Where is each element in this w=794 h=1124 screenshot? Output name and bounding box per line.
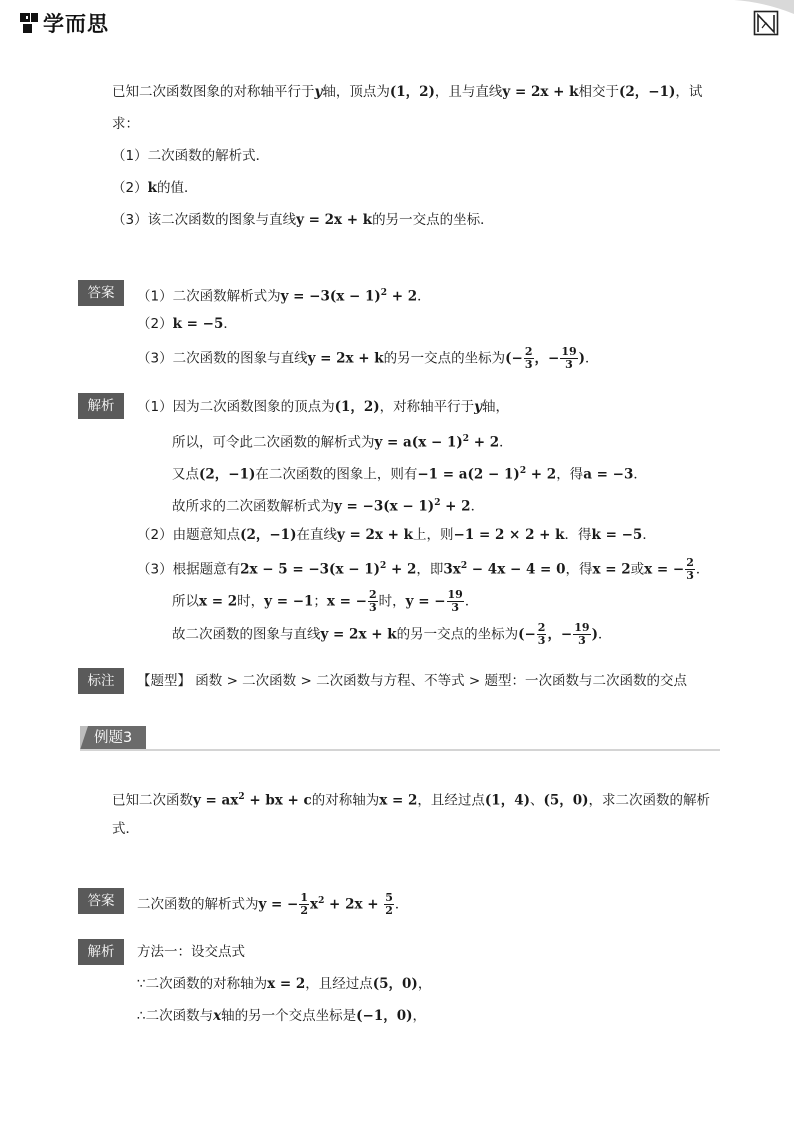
analysis-step-1: （1）因为二次函数图象的顶点为(1，2)，对称轴平行于y轴，	[137, 399, 510, 415]
answer-line-1: （1）二次函数解析式为$y = -3(x - 1)^2 + 2$．	[137, 288, 431, 305]
note-label: 标注	[78, 668, 124, 694]
example2-question-line1: 已知二次函数图象的对称轴平行于y轴，顶点为(1，2)，且与直线y = 2x + k相交于(2，−1)，试	[112, 84, 703, 100]
example3-title: 例题3	[80, 726, 146, 750]
note-text: 【题型】 函数 > 二次函数 > 二次函数与方程、不等式 > 题型：一次函数与二次函数的交点	[137, 673, 687, 689]
logo-icon	[18, 11, 40, 35]
example2-question-1: （1）二次函数的解析式．	[112, 148, 270, 164]
answer-label: 答案	[78, 888, 124, 914]
example2-question-2: （2）k的值．	[112, 180, 198, 196]
example3-title-rule	[80, 749, 720, 751]
example3-analysis-line-2: ∵二次函数的对称轴为x = 2，且经过点(5，0)，	[137, 976, 432, 992]
fraction: $\frac{19}{3}$	[561, 345, 577, 371]
example3-question-line2: 式．	[112, 821, 139, 837]
analysis-step-4: 故所求的二次函数解析式为$y = -3(x - 1)^2 + 2$．	[172, 498, 485, 515]
analysis-label: 解析	[78, 393, 124, 419]
answer-label: 答案	[78, 280, 124, 306]
example3-analysis-line-3: ∴二次函数与x轴的另一个交点坐标是(−1，0)，	[137, 1008, 427, 1024]
analysis-step-3: 又点(2，−1)在二次函数的图象上，则有$-1 = a(2 - 1)^2 + 2$，得a = −3．	[172, 466, 647, 483]
fraction: $\frac{19}{3}$	[574, 621, 590, 647]
analysis-step-6: （3）根据题意有$2x - 5 = -3(x - 1)^2 + 2$，即$3x^2 - 4x - 4 = 0$，得x = 2或x = − $\frac{2}{3}$ ．	[137, 556, 710, 582]
fraction: $\frac{19}{3}$	[447, 588, 463, 614]
fraction: $\frac{2}{3}$	[369, 588, 377, 614]
answer-line-2: （2）k = −5．	[137, 316, 237, 332]
brand-name: 学而思	[43, 12, 109, 36]
fraction: $\frac{5}{2}$	[385, 891, 393, 917]
analysis-label: 解析	[78, 939, 124, 965]
example3-answer-line-1: 二次函数的解析式为y = − $\frac{1}{2}$ $x^2 + 2x$ + $\frac{5}{2}$ ．	[137, 891, 409, 917]
example3-method: 方法一：设交点式	[137, 944, 245, 960]
fraction: $\frac{2}{3}$	[686, 556, 694, 582]
fraction: $\frac{1}{2}$	[300, 891, 309, 917]
emblem-icon	[753, 10, 779, 36]
fraction: $\frac{2}{3}$	[537, 621, 546, 647]
example3-question-line1: 已知二次函数$y = ax^2$ + bx + c的对称轴为x = 2，且经过点(1，4)、(5，0)，求二次函数的解析	[112, 792, 711, 809]
analysis-step-2: 所以，可令此二次函数的解析式为$y = a(x - 1)^2 + 2$．	[172, 434, 513, 451]
analysis-step-5: （2）由题意知点(2，−1)在直线y = 2x + k上，则−1 = 2 × 2 + k．得k = −5．	[137, 527, 656, 543]
example2-question-line2: 求：	[112, 116, 139, 132]
analysis-step-7: 所以x = 2时，y = −1；x = − $\frac{2}{3}$ 时，y = − $\frac{19}{3}$ ．	[172, 588, 479, 614]
example2-question-3: （3）该二次函数的图象与直线y = 2x + k的另一交点的坐标．	[112, 212, 494, 228]
analysis-step-8: 故二次函数的图象与直线y = 2x + k的另一交点的坐标为(− $\frac{2}{3}$ ，− $\frac{19}{3}$ )．	[172, 621, 612, 647]
brand-logo	[18, 8, 109, 38]
fraction: $\frac{2}{3}$	[524, 345, 533, 371]
answer-line-3: （3）二次函数的图象与直线y = 2x + k的另一交点的坐标为(− $\frac{2}{3}$ ，− $\frac{19}{3}$ )．	[137, 345, 599, 371]
